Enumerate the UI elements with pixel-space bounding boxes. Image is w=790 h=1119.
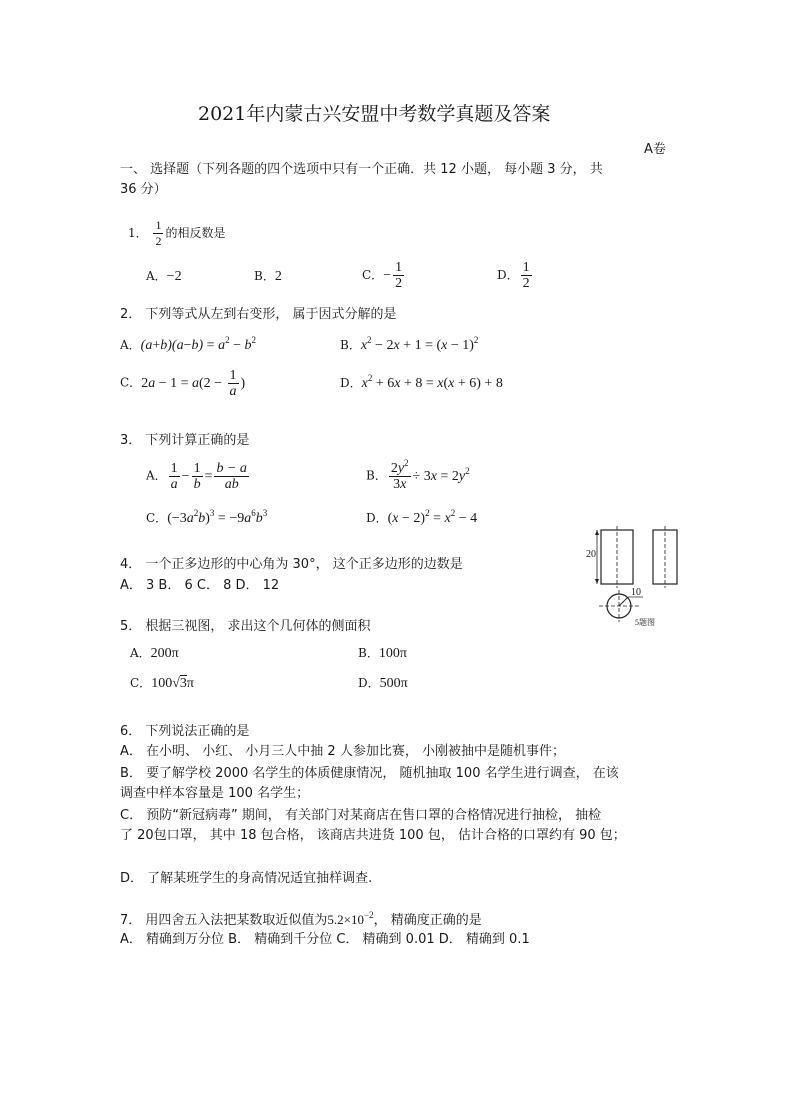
q3-option-a: A． $\frac{1}{a}$ − $\frac{1}{b}$ = $\frac{b - a}{ab}$ <box>146 461 247 492</box>
q2-option-a: A．$(a+b)(a-b) = a^2 - b^2$ <box>120 335 256 353</box>
q1-option-c: C．− $\frac{1}{2}$ <box>362 260 403 291</box>
q6-option-a: A． 在小明、 小红、 小月三人中抽 2 人参加比赛， 小刚被抽中是随机事件； <box>120 744 565 759</box>
q6-option-c-cont: 了 20包口罩， 其中 18 包合格， 该商店共进货 100 包， 估计合格的口罩约有 90 包； <box>120 828 626 843</box>
q1-option-d: D． $\frac{1}{2}$ <box>497 260 530 291</box>
q7-stem: 7． 用四舍五入法把某数取近似值为$5.2\times 10^{-2}$， 精确度正确的是 <box>120 910 482 928</box>
section-heading: 一、 选择题（下列各题的四个选项中只有一个正确．共 12 小题， 每小题 3 分， 共 <box>120 162 603 177</box>
q5-option-c: C．100√3π <box>130 676 194 691</box>
q2-stem: 2． 下列等式从左到右变形， 属于因式分解的是 <box>120 307 397 322</box>
q6-option-d: D． 了解某班学生的身高情况适宜抽样调查. <box>120 871 373 886</box>
page-title: 2021年内蒙古兴安盟中考数学真题及答案 <box>198 103 551 125</box>
q1-option-b: B．2 <box>254 269 282 284</box>
q2-option-b: B．$x^2 - 2x + 1 = (x - 1)^2$ <box>340 335 479 353</box>
radius-dimension: 10 <box>631 587 641 598</box>
q5-option-d: D．500π <box>358 676 408 691</box>
q6-stem: 6． 下列说法正确的是 <box>120 724 250 739</box>
figure-caption: 5题图 <box>635 618 655 627</box>
q5-option-b: B．100π <box>358 646 407 661</box>
q5-stem: 5． 根据三视图， 求出这个几何体的侧面积 <box>120 619 371 634</box>
q5-option-a: A．200π <box>130 646 179 661</box>
q6-option-b: B． 要了解学校 2000 名学生的体质健康情况， 随机抽取 100 名学生进行调查， 在该 <box>120 766 619 781</box>
q4-stem: 4． 一个正多边形的中心角为 30°， 这个正多边形的边数是 <box>120 557 463 572</box>
height-dimension: 20 <box>586 549 596 560</box>
q2-option-c: C．2a − 1 = a(2 − $\frac{1}{a}$ ) <box>120 368 246 399</box>
q1-option-a: A．−2 <box>146 269 182 284</box>
section-heading-cont: 36 分） <box>120 182 167 197</box>
q7-options: A． 精确到万分位 B． 精确到千分位 C． 精确到 0.01 D． 精确到 0.1 <box>120 932 530 947</box>
three-view-figure <box>585 526 685 630</box>
q2-option-d: D．$x^2 + 6x + 8 = x(x + 6) + 8$ <box>340 373 503 391</box>
q3-option-b: B． $\frac{2y^2}{3x}$ ÷ $3x = 2y^2$ <box>366 458 470 492</box>
q3-option-c: C．$(-3a^2b)^3 = -9a^6b^3$ <box>146 508 268 526</box>
q6-option-c: C． 预防“新冠病毒” 期间， 有关部门对某商店在售口罩的合格情况进行抽检， 抽检 <box>120 808 602 823</box>
q1-stem: 1． $\frac{1}{2}$ 的相反数是 <box>128 218 226 248</box>
paper-label: A卷 <box>644 142 666 157</box>
q4-options: A． 3 B． 6 C． 8 D． 12 <box>120 578 280 593</box>
q6-option-b-cont: 调查中样本容量是 100 名学生； <box>120 786 310 801</box>
q3-stem: 3． 下列计算正确的是 <box>120 433 250 448</box>
q3-option-d: D．$(x - 2)^2 = x^2 - 4$ <box>366 508 478 526</box>
